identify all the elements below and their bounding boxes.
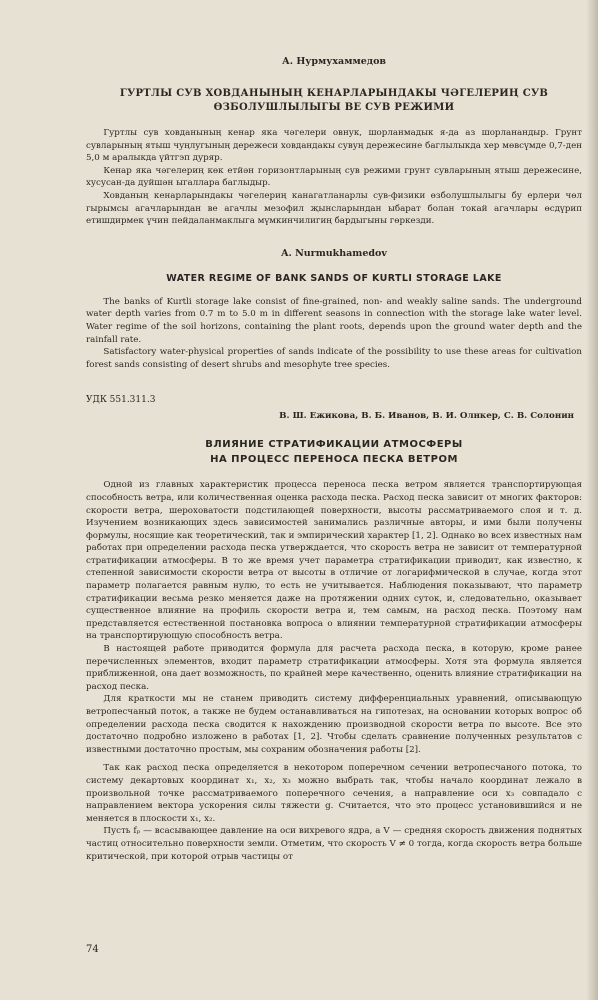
title-turkmen-line-2: ӨЗБОЛУШЛЫЛЫГЫ ВЕ СУВ РЕЖИМИ — [213, 102, 455, 113]
article-title-line-2: НА ПРОЦЕСС ПЕРЕНОСА ПЕСКА ВЕТРОМ — [210, 454, 458, 466]
turkmen-paragraph: Гуртлы сув ховданының кенар яка чәгелери овнук, шорланмадык я-да аз шорланандыр. Грунт сувларының ятыш чуңлугының дережеси ховдандакы сувуң дережесине баглылыкда хер мөвсүмде 0,7-ден 5,0 м аралыкда үйтгэп дуряр. — [86, 128, 582, 164]
article-paragraph: Для краткости мы не станем приводить систему дифференциальных уравнений, описывающую ветропесчаный поток, а также не будем останавливаться на гипотезах, на основании которых вопрос об определении расхода песка сводится к нахождению производной скорости ветра по высоте. Все это достаточно подробно изложено в работах [1, 2]. Чтобы сделать сравнение полученных результатов с известными достаточно простым, мы сохраним обозначения работы [2]. — [86, 694, 582, 755]
article-paragraph: В настоящей работе приводится формула для расчета расхода песка, в которую, кроме ранее перечисленных элементов, входит параметр стратификации атмосферы. Хотя эта формула является приближенной, она дает возможность, по крайней мере качественно, оценить влияние стратификации на расход песка. — [86, 644, 582, 692]
article-paragraph: Так как расход песка определяется в некотором поперечном сечении ветропесчаного потока, то систему декартовых координат x₁, x₂, x₃ можно выбрать так, чтобы начало координат лежало в произвольной точке рассматриваемого поперечного сечения, а направление оси x₃ совпадало с направлением вектора ускорения силы тяжести g. Считается, что это процесс установившийся и не меняется в плоскости x₁, x₂. — [86, 763, 582, 824]
title-turkmen-line-1: ГУРТЛЫ СУВ ХОВДАНЫНЫҢ КЕНАРЛАРЫНДАКЫ ЧӘГЕЛЕРИҢ СУВ — [119, 88, 549, 99]
english-abstract-paragraph: Satisfactory water-physical properties of sands indicate of the possibility to use these areas for cultivation forest sands consisting of desert shrubs and mesophyte tree species. — [86, 347, 582, 370]
turkmen-paragraph: Кенар яка чәгелериң көк етйән горизонтларының сув режими грунт сувларының ятыш дережесине, хусусан-да дуйшән ыгаллара баглыдыр. — [86, 165, 582, 189]
english-abstract-paragraph: The banks of Kurtli storage lake consist of fine-grained, non- and weakly saline sands. The underground water depth varies from 0.7 m to 5.0 m in different seasons in connection with the storage lake water level. Water regime of the soil horizons, containing the plant roots, depends upon the ground water depth and the rainfall rate. — [86, 296, 582, 345]
title-turkmen — [86, 87, 582, 115]
udk-code: УДК 551.311.3 — [86, 395, 156, 406]
turkmen-paragraph: Ховданың кенарларындакы чәгелериң канагатланарлы сув-физики өзболушлылыгы бу ерлери чөл гырымсы агачларындан ве агачлы мезофил җынсларындан ыбарат болан токай агачлары өсдүрип етишдирмек үчин пейдаланмаклыга мүмкинчилигиң бардыгыны гөркезди. — [86, 190, 582, 227]
article-paragraph: Пусть fₚ — всасывающее давление на оси вихревого ядра, а V — средняя скорость движения поднятых частиц относительно поверхности земли. Отметим, что скорость V ≠ 0 тогда, когда скорость ветра больше критической, при которой отрыв частицы от — [86, 826, 582, 862]
article-title — [86, 437, 582, 467]
article-authors: В. Ш. Ежикова, В. Б. Иванов, В. И. Олнкер, С. В. Солонин — [279, 411, 574, 422]
article-paragraph: Одной из главных характеристик процесса переноса песка ветром является транспортирующая способность ветра, или количественная оценка расхода песка. Расход песка зависит от многих факторов: скорости ветра, шероховатости подстилающей поверхности, высоты рассматриваемого слоя и т. д. Изучением возникающих здесь зависимостей занимались различные авторы, и ими были получены формулы, носящие как теоретический, так и эмпирический характер [1, 2]. Однако во всех известных нам работах при определении расхода песка утверждается, что скорость ветра не зависит от температурной стратификации атмосферы. В то же время учет параметра стратификации приводит, как известно, к степенной зависимости скорости ветра от высоты в отличие от логарифмической в случае, когда этот параметр полагается равным нулю, то есть не учитывается. Наблюдения показывают, что параметр стратификации весьма резко меняется даже на протяжении одних суток, и, следовательно, оказывает существенное влияние на профиль скорости ветра и, тем самым, на расход песка. Поэтому нам представляется естественной постановка вопроса о влиянии температурной стратификации атмосферы на транспортирующую способность ветра. — [86, 480, 582, 642]
author-turkmen: А. Нурмухаммедов — [281, 56, 387, 67]
page-number: 74 — [86, 944, 99, 955]
title-english: WATER REGIME OF BANK SANDS OF KURTLI STORAGE LAKE — [166, 272, 502, 284]
author-english: A. Nurmukhamedov — [281, 247, 387, 259]
article-title-line-1: ВЛИЯНИЕ СТРАТИФИКАЦИИ АТМОСФЕРЫ — [205, 439, 463, 451]
